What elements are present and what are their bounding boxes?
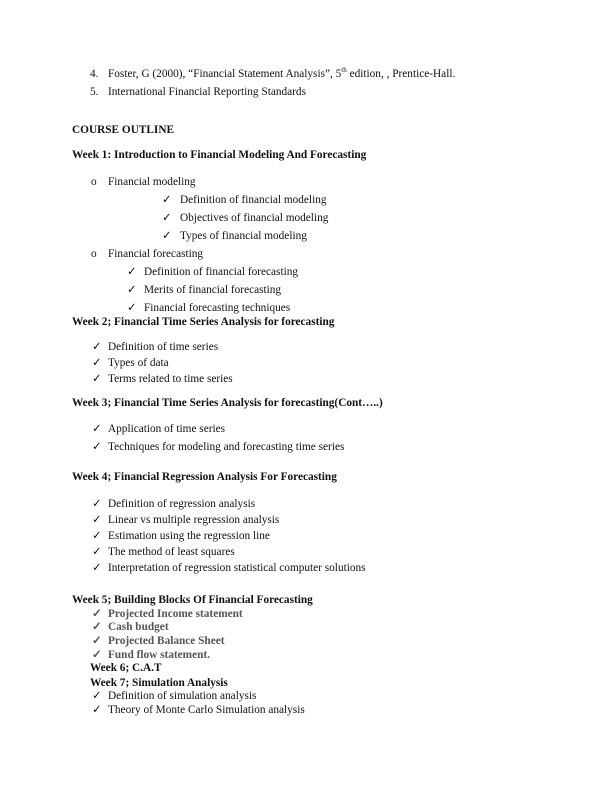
check-icon: ✓ [92, 530, 102, 542]
week-7-title: Week 7; Simulation Analysis [90, 677, 228, 689]
week-2-title: Week 2; Financial Time Series Analysis for forecasting [72, 316, 335, 328]
check-icon: ✓ [127, 284, 137, 296]
check-icon: ✓ [92, 357, 102, 369]
list-item: Fund flow statement. [108, 649, 210, 661]
list-item: Terms related to time series [108, 373, 233, 385]
circle-bullet-icon: o [91, 248, 97, 260]
list-item: Definition of time series [108, 341, 219, 353]
check-icon: ✓ [92, 562, 102, 574]
list-item: Cash budget [108, 621, 169, 633]
check-icon: ✓ [162, 194, 172, 206]
list-item: Definition of financial modeling [180, 194, 327, 206]
list-number: 5. [90, 86, 99, 98]
check-icon: ✓ [92, 423, 102, 435]
list-item: Projected Balance Sheet [108, 635, 225, 647]
superscript: th [341, 66, 347, 75]
list-item: Definition of regression analysis [108, 498, 256, 510]
list-item: The method of least squares [108, 546, 235, 558]
list-item: Definition of financial forecasting [144, 266, 299, 278]
check-icon: ✓ [92, 649, 102, 661]
check-icon: ✓ [92, 341, 102, 353]
check-icon: ✓ [92, 441, 102, 453]
check-icon: ✓ [92, 608, 102, 620]
list-item: Techniques for modeling and forecasting time series [108, 441, 345, 453]
check-icon: ✓ [92, 373, 102, 385]
check-icon: ✓ [162, 212, 172, 224]
check-icon: ✓ [92, 704, 102, 716]
check-icon: ✓ [92, 621, 102, 633]
list-item: Projected Income statement [108, 608, 243, 620]
reference-text-end: edition, , Prentice-Hall. [346, 68, 456, 80]
reference-text [108, 67, 455, 81]
week-1-title: Week 1: Introduction to Financial Modeling And Forecasting [72, 149, 367, 161]
list-item: Application of time series [108, 423, 226, 435]
topic: Financial modeling [108, 176, 196, 188]
topic: Financial forecasting [108, 248, 204, 260]
circle-bullet-icon: o [91, 176, 97, 188]
list-item: Linear vs multiple regression analysis [108, 514, 280, 526]
list-item: Estimation using the regression line [108, 530, 270, 542]
list-item: Types of data [108, 357, 169, 369]
check-icon: ✓ [92, 546, 102, 558]
list-item: Interpretation of regression statistical computer solutions [108, 562, 366, 574]
list-item: Merits of financial forecasting [144, 284, 282, 296]
check-icon: ✓ [127, 266, 137, 278]
reference-text-main: Foster, G (2000), “Financial Statement Analysis”, 5 [108, 68, 342, 80]
list-item: Objectives of financial modeling [180, 212, 329, 224]
list-number: 4. [90, 68, 99, 80]
section-heading: COURSE OUTLINE [72, 124, 175, 136]
check-icon: ✓ [92, 498, 102, 510]
list-item: Types of financial modeling [180, 230, 307, 242]
check-icon: ✓ [92, 635, 102, 647]
list-item: Financial forecasting techniques [144, 302, 291, 314]
check-icon: ✓ [127, 302, 137, 314]
week-5-title: Week 5; Building Blocks Of Financial Forecasting [72, 594, 313, 606]
check-icon: ✓ [92, 514, 102, 526]
check-icon: ✓ [92, 690, 102, 702]
list-item: Definition of simulation analysis [108, 690, 257, 702]
list-item: Theory of Monte Carlo Simulation analysis [108, 704, 305, 716]
week-4-title: Week 4; Financial Regression Analysis For Forecasting [72, 471, 337, 483]
reference-text: International Financial Reporting Standards [108, 86, 306, 98]
week-6-title: Week 6; C.A.T [90, 662, 162, 674]
check-icon: ✓ [162, 230, 172, 242]
week-3-title: Week 3; Financial Time Series Analysis for forecasting(Cont…..) [72, 397, 383, 409]
